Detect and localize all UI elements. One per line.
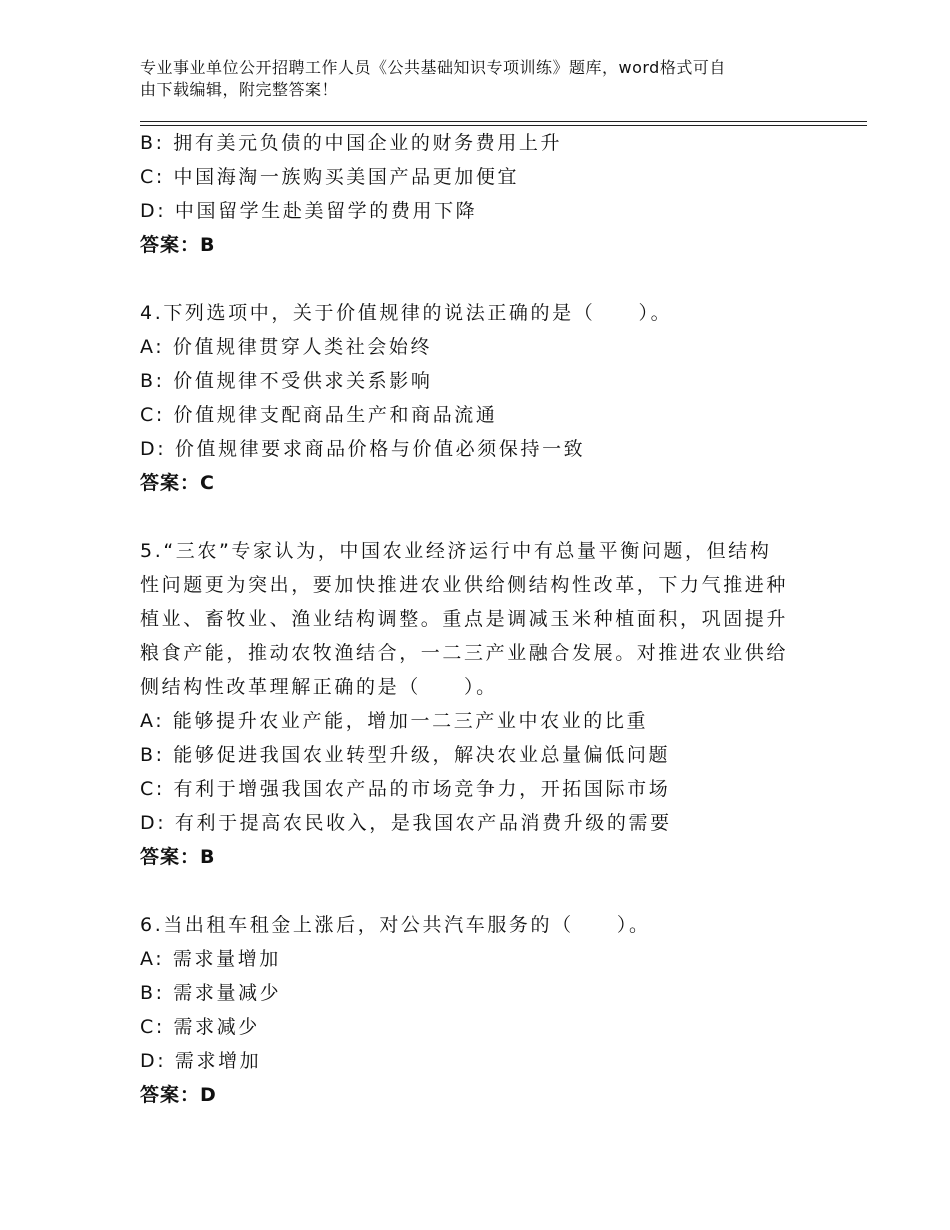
question-content: [140, 126, 840, 1112]
page-header: [140, 57, 820, 101]
question-block-5: [140, 534, 840, 874]
option-b: B: 能够促进我国农业转型升级，解决农业总量偏低问题: [140, 744, 671, 766]
question-stem: 5.“三农”专家认为，中国农业经济运行中有总量平衡问题，但结构: [140, 540, 772, 562]
option-a: A: 需求量增加: [140, 948, 281, 970]
spacer: [140, 874, 840, 908]
question-stem: 性问题更为突出，要加快推进农业供给侧结构性改革，下力气推进种: [140, 574, 789, 596]
option-c: C: 价值规律支配商品生产和商品流通: [140, 404, 498, 426]
spacer: [140, 262, 840, 296]
option-b: B: 价值规律不受供求关系影响: [140, 370, 433, 392]
header-line-1: 专业事业单位公开招聘工作人员《公共基础知识专项训练》题库，word格式可自: [140, 58, 726, 77]
option-c: C: 有利于增强我国农产品的市场竞争力，开拓国际市场: [140, 778, 671, 800]
option-d: D: 有利于提高农民收入，是我国农产品消费升级的需要: [140, 812, 672, 834]
option-b: B: 拥有美元负债的中国企业的财务费用上升: [140, 132, 563, 154]
question-stem: 粮食产能，推动农牧渔结合，一二三产业融合发展。对推进农业供给: [140, 642, 789, 664]
answer-line: 答案：B: [140, 234, 216, 256]
option-d: D: 中国留学生赴美留学的费用下降: [140, 200, 478, 222]
answer-line: 答案：D: [140, 1084, 217, 1106]
option-d: D: 需求增加: [140, 1050, 262, 1072]
header-rule-top: [140, 121, 867, 122]
option-c: C: 需求减少: [140, 1016, 260, 1038]
question-block-4: [140, 296, 840, 500]
option-a: A: 能够提升农业产能，增加一二三产业中农业的比重: [140, 710, 649, 732]
answer-line: 答案：B: [140, 846, 216, 868]
spacer: [140, 500, 840, 534]
question-block-6: [140, 908, 840, 1112]
option-a: A: 价值规律贯穿人类社会始终: [140, 336, 433, 358]
option-b: B: 需求量减少: [140, 982, 282, 1004]
option-d: D: 价值规律要求商品价格与价值必须保持一致: [140, 438, 586, 460]
question-stem: 植业、畜牧业、渔业结构调整。重点是调减玉米种植面积，巩固提升: [140, 608, 789, 630]
question-stem: 侧结构性改革理解正确的是（ ）。: [140, 676, 498, 698]
option-c: C: 中国海淘一族购买美国产品更加便宜: [140, 166, 520, 188]
question-block-3: [140, 126, 840, 262]
question-stem: 6.当出租车租金上涨后，对公共汽车服务的（ ）。: [140, 914, 651, 936]
question-stem: 4.下列选项中，关于价值规律的说法正确的是（ ）。: [140, 302, 673, 324]
header-line-2: 由下载编辑，附完整答案！: [140, 80, 339, 99]
answer-line: 答案：C: [140, 472, 215, 494]
